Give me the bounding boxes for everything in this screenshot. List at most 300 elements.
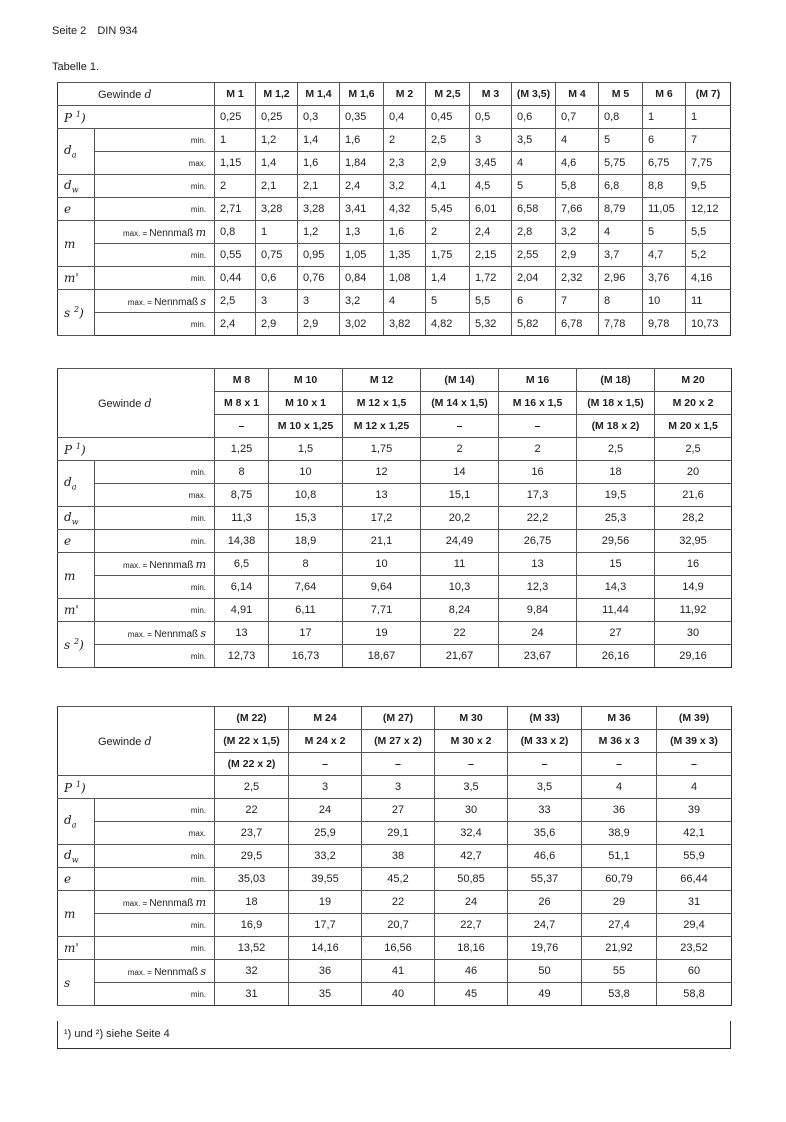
thread-size-header: M 30 x 2 (435, 730, 508, 753)
table-3 (57, 706, 732, 1006)
table-cell: 14,38 (215, 530, 269, 553)
table-cell: 55,9 (657, 845, 732, 868)
thread-size-header: M 8 x 1 (215, 392, 269, 415)
thread-size-header: – (582, 753, 657, 776)
table-cell: 26 (508, 891, 582, 914)
row-sublabel: max. = Nennmaß m (95, 221, 215, 244)
table-cell: 18,67 (343, 645, 421, 668)
thread-size-header: (M 22) (215, 707, 289, 730)
table-cell: 30 (435, 799, 508, 822)
table-cell: 6,11 (269, 599, 343, 622)
row-label-s: s (58, 960, 95, 1006)
thread-size-header: M 6 (643, 83, 686, 106)
table-cell: 20,2 (421, 507, 499, 530)
table-cell: 2,96 (599, 267, 643, 290)
table-cell: 11,44 (577, 599, 655, 622)
table-cell: 3 (362, 776, 435, 799)
table-cell: 22,7 (435, 914, 508, 937)
table-row (58, 937, 732, 960)
row-sublabel: max. (95, 484, 215, 507)
page-header (52, 25, 138, 37)
table-cell: 5 (512, 175, 556, 198)
table-cell: 2,8 (512, 221, 556, 244)
table-cell: 0,55 (215, 244, 256, 267)
table-cell: 60,79 (582, 868, 657, 891)
table-cell: 31 (215, 983, 289, 1006)
row-label-m: m (58, 221, 95, 267)
table-cell: 15 (577, 553, 655, 576)
table-row (58, 507, 732, 530)
table-row (58, 960, 732, 983)
row-sublabel: min. (95, 576, 215, 599)
table-cell: 3,5 (508, 776, 582, 799)
table-cell: 18 (215, 891, 289, 914)
table-cell: 3,41 (340, 198, 384, 221)
table-cell: 4,82 (426, 313, 470, 336)
table-cell: 10,73 (686, 313, 731, 336)
table-row (58, 799, 732, 822)
row-sublabel: max. = Nennmaß m (95, 553, 215, 576)
table-cell: 4,7 (643, 244, 686, 267)
header-row (58, 83, 731, 106)
row-label-da: $d_a$ (58, 129, 95, 175)
table-cell: 38,9 (582, 822, 657, 845)
row-label-e: e (58, 868, 95, 891)
table-cell: 8 (599, 290, 643, 313)
table-cell: 10,8 (269, 484, 343, 507)
table-row (58, 553, 732, 576)
row-label-dw: $d_w$ (58, 845, 95, 868)
table-cell: 16 (499, 461, 577, 484)
row-sublabel: min. (95, 868, 215, 891)
row-label-e: e (58, 530, 95, 553)
row-label-dw: $d_w$ (58, 175, 95, 198)
table-cell: 2 (215, 175, 256, 198)
table-cell: 2,5 (426, 129, 470, 152)
table-cell: 60 (657, 960, 732, 983)
table-cell: 42,1 (657, 822, 732, 845)
thread-size-header: – (421, 415, 499, 438)
table-cell: 16,9 (215, 914, 289, 937)
table-cell: 0,4 (384, 106, 426, 129)
table-cell: 39 (657, 799, 732, 822)
table-cell: 4,5 (470, 175, 512, 198)
table-cell: 0,7 (556, 106, 599, 129)
table-cell: 46,6 (508, 845, 582, 868)
table-cell: 1 (215, 129, 256, 152)
table-cell: 1,05 (340, 244, 384, 267)
thread-size-header: (M 22 x 1,5) (215, 730, 289, 753)
row-sublabel: max. = Nennmaß s (95, 290, 215, 313)
table-cell: 2,1 (256, 175, 298, 198)
table-cell: 8,24 (421, 599, 499, 622)
table-cell: 11,92 (655, 599, 732, 622)
table-cell: 0,6 (512, 106, 556, 129)
table-cell: 45 (435, 983, 508, 1006)
table-cell: 36 (289, 960, 362, 983)
table-cell: 2,9 (426, 152, 470, 175)
table-cell: 35,6 (508, 822, 582, 845)
table-cell: 27 (362, 799, 435, 822)
footnote: ¹) und ²) siehe Seite 4 (57, 1021, 731, 1049)
table-row (58, 891, 732, 914)
table-cell: 1 (256, 221, 298, 244)
table-cell: 24,49 (421, 530, 499, 553)
table-cell: 1,2 (256, 129, 298, 152)
table-cell: 5 (643, 221, 686, 244)
thread-size-header: M 10 x 1 (269, 392, 343, 415)
table-cell: 66,44 (657, 868, 732, 891)
table-cell: 3,2 (340, 290, 384, 313)
table-row (58, 530, 732, 553)
table-cell: 7,64 (269, 576, 343, 599)
table-cell: 1 (686, 106, 731, 129)
row-sublabel: min. (95, 914, 215, 937)
standard-number: DIN 934 (97, 25, 138, 37)
thread-size-header: (M 14 x 1,5) (421, 392, 499, 415)
table-cell: 7,66 (556, 198, 599, 221)
table-cell: 3,28 (298, 198, 340, 221)
table-cell: 27,4 (582, 914, 657, 937)
table-cell: 23,52 (657, 937, 732, 960)
table-cell: 5,8 (556, 175, 599, 198)
table-row (58, 868, 732, 891)
table-cell: 21,1 (343, 530, 421, 553)
table-cell: 5,45 (426, 198, 470, 221)
table-cell: 8,8 (643, 175, 686, 198)
table-row (58, 438, 732, 461)
table-cell: 10 (643, 290, 686, 313)
table-cell: 3 (298, 290, 340, 313)
thread-size-header: M 1 (215, 83, 256, 106)
row-sublabel: min. (95, 461, 215, 484)
thread-size-header: M 2,5 (426, 83, 470, 106)
row-sublabel: min. (95, 937, 215, 960)
table-row (58, 576, 732, 599)
table-cell: 19,5 (577, 484, 655, 507)
table-cell: 5,2 (686, 244, 731, 267)
thread-size-header: M 1,4 (298, 83, 340, 106)
table-cell: 6,78 (556, 313, 599, 336)
table-cell: 12,73 (215, 645, 269, 668)
table-cell: 22,2 (499, 507, 577, 530)
row-label-e: e (58, 198, 95, 221)
table-row (58, 461, 732, 484)
table-cell: 22 (215, 799, 289, 822)
table-cell: 0,44 (215, 267, 256, 290)
row-sublabel: max. = Nennmaß s (95, 622, 215, 645)
thread-size-header: (M 27 x 2) (362, 730, 435, 753)
row-sublabel: max. (95, 822, 215, 845)
table-cell: 21,6 (655, 484, 732, 507)
table-cell: 0,8 (215, 221, 256, 244)
table-cell: 2,4 (340, 175, 384, 198)
table-cell: 1,84 (340, 152, 384, 175)
table-cell: 0,45 (426, 106, 470, 129)
row-label-dw: $d_w$ (58, 507, 95, 530)
thread-size-header: (M 7) (686, 83, 731, 106)
thread-size-header: (M 14) (421, 369, 499, 392)
table-cell: 41 (362, 960, 435, 983)
table-cell: 27 (577, 622, 655, 645)
table-cell: 17,7 (289, 914, 362, 937)
table-cell: 26,75 (499, 530, 577, 553)
table-row (58, 175, 731, 198)
table-cell: 17,3 (499, 484, 577, 507)
table-cell: 7,78 (599, 313, 643, 336)
table-cell: 5 (426, 290, 470, 313)
table-cell: 14,3 (577, 576, 655, 599)
table-cell: 35,03 (215, 868, 289, 891)
thread-size-header: M 36 x 3 (582, 730, 657, 753)
table-cell: 2 (384, 129, 426, 152)
table-cell: 30 (655, 622, 732, 645)
row-label-s2: s $^2$) (58, 622, 95, 668)
page-number: Seite 2 (52, 25, 87, 37)
table-cell: 55,37 (508, 868, 582, 891)
row-sublabel: min. (95, 244, 215, 267)
table-cell: 8 (215, 461, 269, 484)
thread-size-header: – (499, 415, 577, 438)
thread-size-header: M 16 (499, 369, 577, 392)
table-cell: 32 (215, 960, 289, 983)
table-cell: 23,7 (215, 822, 289, 845)
table-cell: 12,3 (499, 576, 577, 599)
table-cell: 3 (470, 129, 512, 152)
header-row (58, 707, 732, 730)
table-cell: 0,25 (215, 106, 256, 129)
table-cell: 3,02 (340, 313, 384, 336)
row-label-P: P $^1$) (58, 776, 215, 799)
table-cell: 2,5 (215, 776, 289, 799)
table-cell: 7,75 (686, 152, 731, 175)
table-caption: Tabelle 1. (52, 61, 100, 73)
table-cell: 18 (577, 461, 655, 484)
table-cell: 13 (343, 484, 421, 507)
table-cell: 1 (643, 106, 686, 129)
row-label-P: P $^1$) (58, 438, 215, 461)
row-sublabel: max. = Nennmaß m (95, 891, 215, 914)
table-cell: 19,76 (508, 937, 582, 960)
table-cell: 3 (256, 290, 298, 313)
thread-size-header: M 1,6 (340, 83, 384, 106)
table-cell: 6 (512, 290, 556, 313)
table-cell: 6 (643, 129, 686, 152)
thread-size-header: M 2 (384, 83, 426, 106)
row-sublabel: min. (95, 267, 215, 290)
table-cell: 13 (215, 622, 269, 645)
table-cell: 49 (508, 983, 582, 1006)
row-sublabel: min. (95, 313, 215, 336)
thread-size-header: M 3 (470, 83, 512, 106)
gewinde-label: Gewinde d (58, 707, 215, 776)
table-cell: 22 (362, 891, 435, 914)
table-cell: 0,76 (298, 267, 340, 290)
table-cell: 24,7 (508, 914, 582, 937)
thread-size-header: M 30 (435, 707, 508, 730)
table-cell: 29,16 (655, 645, 732, 668)
table-cell: 0,95 (298, 244, 340, 267)
table-row (58, 599, 732, 622)
table-cell: 2,55 (512, 244, 556, 267)
thread-size-header: M 10 (269, 369, 343, 392)
table-cell: 3 (289, 776, 362, 799)
thread-size-header: M 5 (599, 83, 643, 106)
table-cell: 6,58 (512, 198, 556, 221)
table-row (58, 106, 731, 129)
table-cell: 24 (435, 891, 508, 914)
table-cell: 1,4 (298, 129, 340, 152)
table-row (58, 484, 732, 507)
thread-size-header: (M 33 x 2) (508, 730, 582, 753)
table-cell: 2,04 (512, 267, 556, 290)
table-cell: 4 (556, 129, 599, 152)
table-row (58, 244, 731, 267)
thread-size-header: M 12 x 1,5 (343, 392, 421, 415)
table-cell: 10 (269, 461, 343, 484)
table-cell: 46 (435, 960, 508, 983)
table-cell: 4,16 (686, 267, 731, 290)
table-cell: 4 (384, 290, 426, 313)
thread-size-header: M 36 (582, 707, 657, 730)
table-cell: 10,3 (421, 576, 499, 599)
table-cell: 6,14 (215, 576, 269, 599)
table-row (58, 313, 731, 336)
table-cell: 7 (686, 129, 731, 152)
table-cell: 25,3 (577, 507, 655, 530)
table-row (58, 152, 731, 175)
table-cell: 35 (289, 983, 362, 1006)
table-cell: 6,01 (470, 198, 512, 221)
table-cell: 15,3 (269, 507, 343, 530)
thread-size-header: (M 18 x 1,5) (577, 392, 655, 415)
table-cell: 24 (289, 799, 362, 822)
thread-size-header: (M 3,5) (512, 83, 556, 106)
table-cell: 1,25 (215, 438, 269, 461)
table-cell: 4,91 (215, 599, 269, 622)
table-cell: 6,75 (643, 152, 686, 175)
table-cell: 9,84 (499, 599, 577, 622)
thread-size-header: M 20 x 2 (655, 392, 732, 415)
table-cell: 15,1 (421, 484, 499, 507)
table-cell: 2,4 (215, 313, 256, 336)
row-sublabel: min. (95, 845, 215, 868)
table-cell: 0,35 (340, 106, 384, 129)
table-cell: 13 (499, 553, 577, 576)
table-cell: 1,08 (384, 267, 426, 290)
thread-size-header: M 24 (289, 707, 362, 730)
table-cell: 1,75 (343, 438, 421, 461)
table-cell: 16 (655, 553, 732, 576)
thread-size-header: M 16 x 1,5 (499, 392, 577, 415)
row-sublabel: min. (95, 645, 215, 668)
table-cell: 33 (508, 799, 582, 822)
table-row (58, 622, 732, 645)
table-cell: 1,4 (256, 152, 298, 175)
row-sublabel: min. (95, 599, 215, 622)
thread-size-header: M 20 (655, 369, 732, 392)
table-cell: 2,4 (470, 221, 512, 244)
table-row (58, 822, 732, 845)
table-cell: 3,2 (556, 221, 599, 244)
thread-size-header: – (657, 753, 732, 776)
table-cell: 2,9 (256, 313, 298, 336)
thread-size-header: – (435, 753, 508, 776)
table-cell: 25,9 (289, 822, 362, 845)
table-cell: 3,28 (256, 198, 298, 221)
table-row (58, 221, 731, 244)
gewinde-label: Gewinde d (58, 369, 215, 438)
table-cell: 1,35 (384, 244, 426, 267)
table-cell: 22 (421, 622, 499, 645)
table-cell: 3,2 (384, 175, 426, 198)
table-cell: 2,9 (556, 244, 599, 267)
table-cell: 14,16 (289, 937, 362, 960)
table-cell: 2,3 (384, 152, 426, 175)
header-row (58, 369, 732, 392)
table-cell: 16,56 (362, 937, 435, 960)
table-cell: 0,8 (599, 106, 643, 129)
table-cell: 4,6 (556, 152, 599, 175)
table-cell: 50,85 (435, 868, 508, 891)
table-row (58, 914, 732, 937)
table-cell: 2 (426, 221, 470, 244)
thread-size-header: (M 33) (508, 707, 582, 730)
table-cell: 2,71 (215, 198, 256, 221)
table-cell: 21,67 (421, 645, 499, 668)
thread-size-header: (M 18 x 2) (577, 415, 655, 438)
table-cell: 7 (556, 290, 599, 313)
table-cell: 1,75 (426, 244, 470, 267)
table-cell: 2,5 (577, 438, 655, 461)
table-cell: 20,7 (362, 914, 435, 937)
table-cell: 2,5 (215, 290, 256, 313)
table-cell: 2,1 (298, 175, 340, 198)
table-cell: 55 (582, 960, 657, 983)
thread-size-header: M 24 x 2 (289, 730, 362, 753)
table-row (58, 983, 732, 1006)
thread-size-header: (M 39 x 3) (657, 730, 732, 753)
table-cell: 9,78 (643, 313, 686, 336)
table-cell: 16,73 (269, 645, 343, 668)
row-label-m: m (58, 553, 95, 599)
thread-size-header: M 10 x 1,25 (269, 415, 343, 438)
table-cell: 29,56 (577, 530, 655, 553)
table-cell: 10 (343, 553, 421, 576)
table-cell: 18,16 (435, 937, 508, 960)
table-cell: 0,75 (256, 244, 298, 267)
table-cell: 28,2 (655, 507, 732, 530)
table-cell: 50 (508, 960, 582, 983)
table-cell: 29 (582, 891, 657, 914)
row-label-m: m (58, 891, 95, 937)
table-cell: 4,1 (426, 175, 470, 198)
table-cell: 38 (362, 845, 435, 868)
thread-size-header: (M 27) (362, 707, 435, 730)
thread-size-header: – (508, 753, 582, 776)
table-1 (57, 82, 731, 336)
table-cell: 5,32 (470, 313, 512, 336)
table-cell: 2,15 (470, 244, 512, 267)
table-cell: 0,25 (256, 106, 298, 129)
table-cell: 11,3 (215, 507, 269, 530)
table-cell: 4,32 (384, 198, 426, 221)
table-cell: 2 (499, 438, 577, 461)
row-sublabel: min. (95, 983, 215, 1006)
table-cell: 1,3 (340, 221, 384, 244)
table-cell: 3,7 (599, 244, 643, 267)
table-cell: 2,9 (298, 313, 340, 336)
